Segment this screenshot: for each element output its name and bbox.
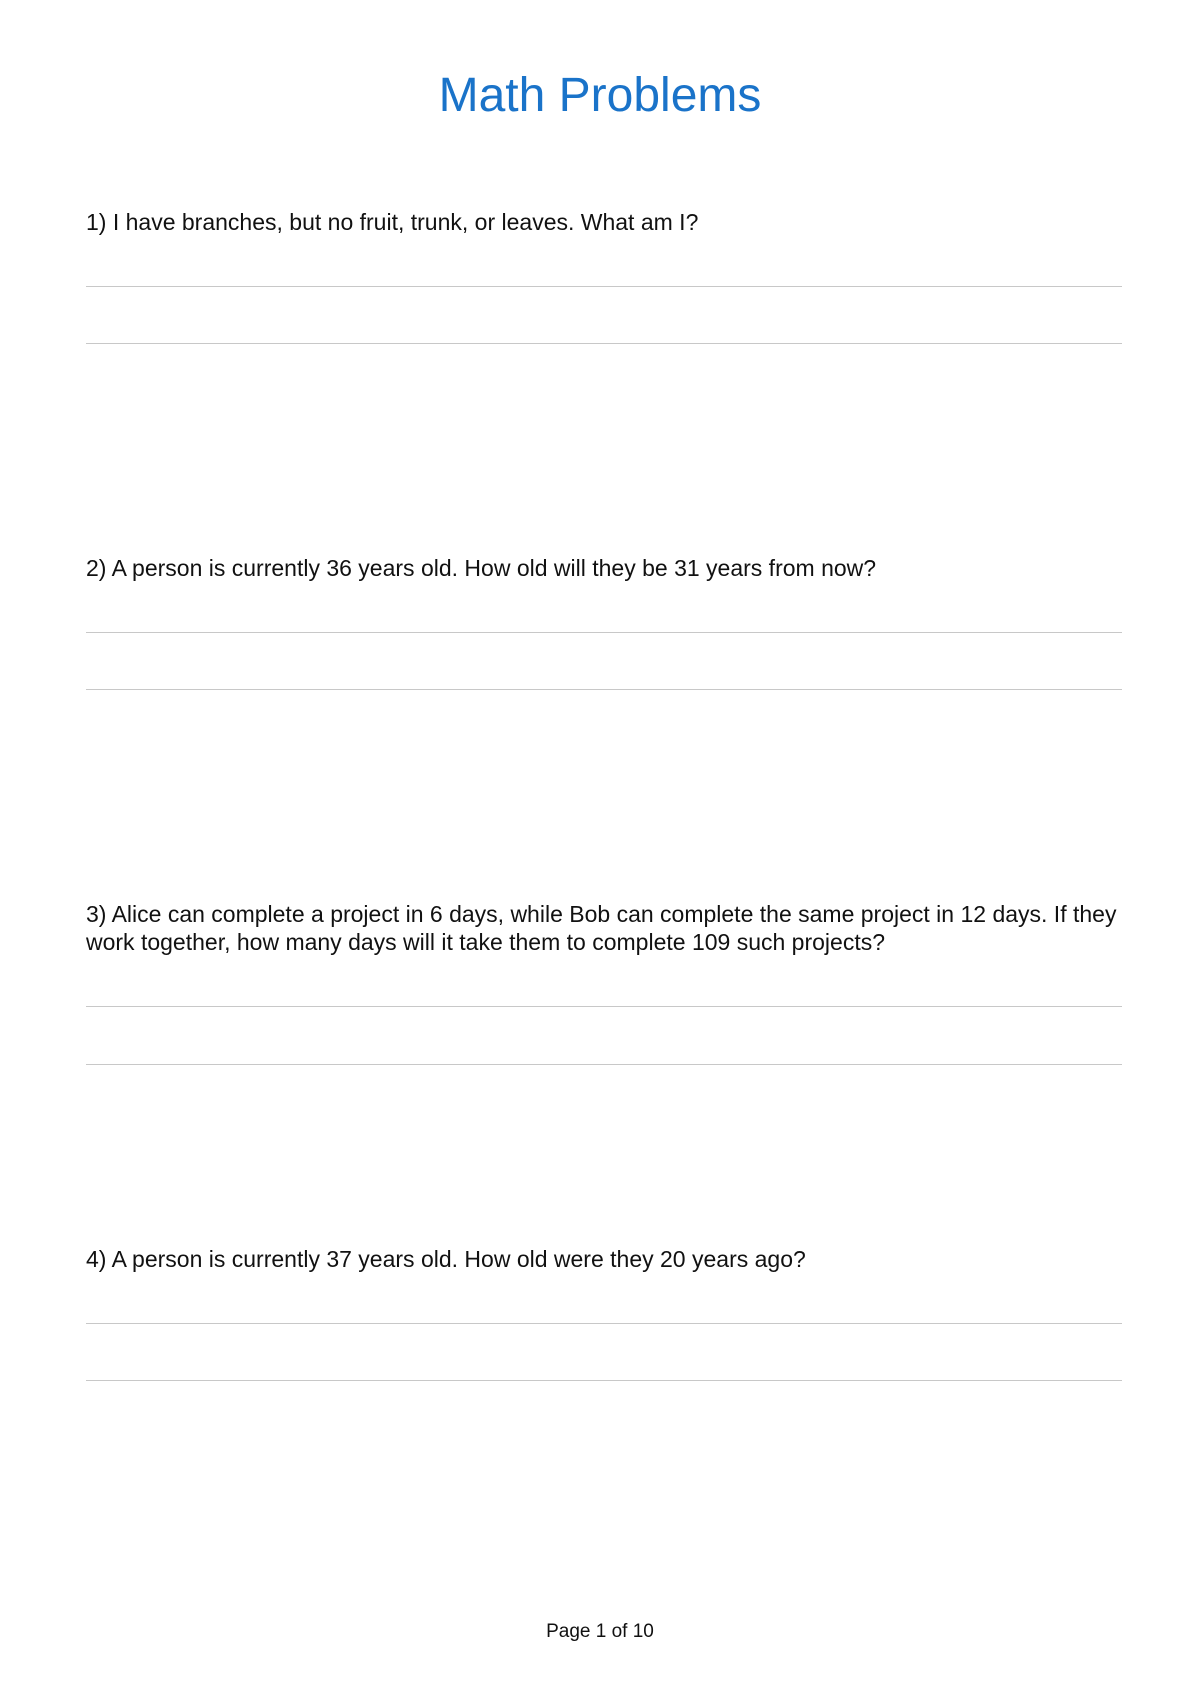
problem-text bbox=[86, 208, 1126, 236]
problem-question: A person is currently 36 years old. How old will they be 31 years from now? bbox=[111, 555, 877, 581]
problem-question: I have branches, but no fruit, trunk, or leaves. What am I? bbox=[112, 209, 699, 235]
problem-2 bbox=[86, 554, 1126, 582]
problem-1 bbox=[86, 208, 1126, 236]
answer-line[interactable] bbox=[86, 1006, 1122, 1007]
problem-question: Alice can complete a project in 6 days, while Bob can complete the same project in 12 days. If they work together, how many days will it take them to complete 109 such projects? bbox=[86, 901, 1117, 955]
problem-text bbox=[86, 900, 1126, 956]
problem-number: 4) bbox=[86, 1246, 107, 1272]
answer-line[interactable] bbox=[86, 1323, 1122, 1324]
page-number: Page 1 of 10 bbox=[546, 1621, 654, 1642]
answer-line[interactable] bbox=[86, 632, 1122, 633]
problem-number: 3) bbox=[86, 901, 107, 927]
problem-text bbox=[86, 1245, 1126, 1273]
problem-question: A person is currently 37 years old. How old were they 20 years ago? bbox=[111, 1246, 806, 1272]
problem-text bbox=[86, 554, 1126, 582]
problem-4 bbox=[86, 1245, 1126, 1273]
answer-line[interactable] bbox=[86, 689, 1122, 690]
answer-line[interactable] bbox=[86, 1380, 1122, 1381]
problem-number: 1) bbox=[86, 209, 107, 235]
page-title: Math Problems bbox=[438, 69, 762, 122]
problem-number: 2) bbox=[86, 555, 107, 581]
problem-3 bbox=[86, 900, 1126, 956]
answer-line[interactable] bbox=[86, 1064, 1122, 1065]
answer-line[interactable] bbox=[86, 286, 1122, 287]
answer-line[interactable] bbox=[86, 343, 1122, 344]
